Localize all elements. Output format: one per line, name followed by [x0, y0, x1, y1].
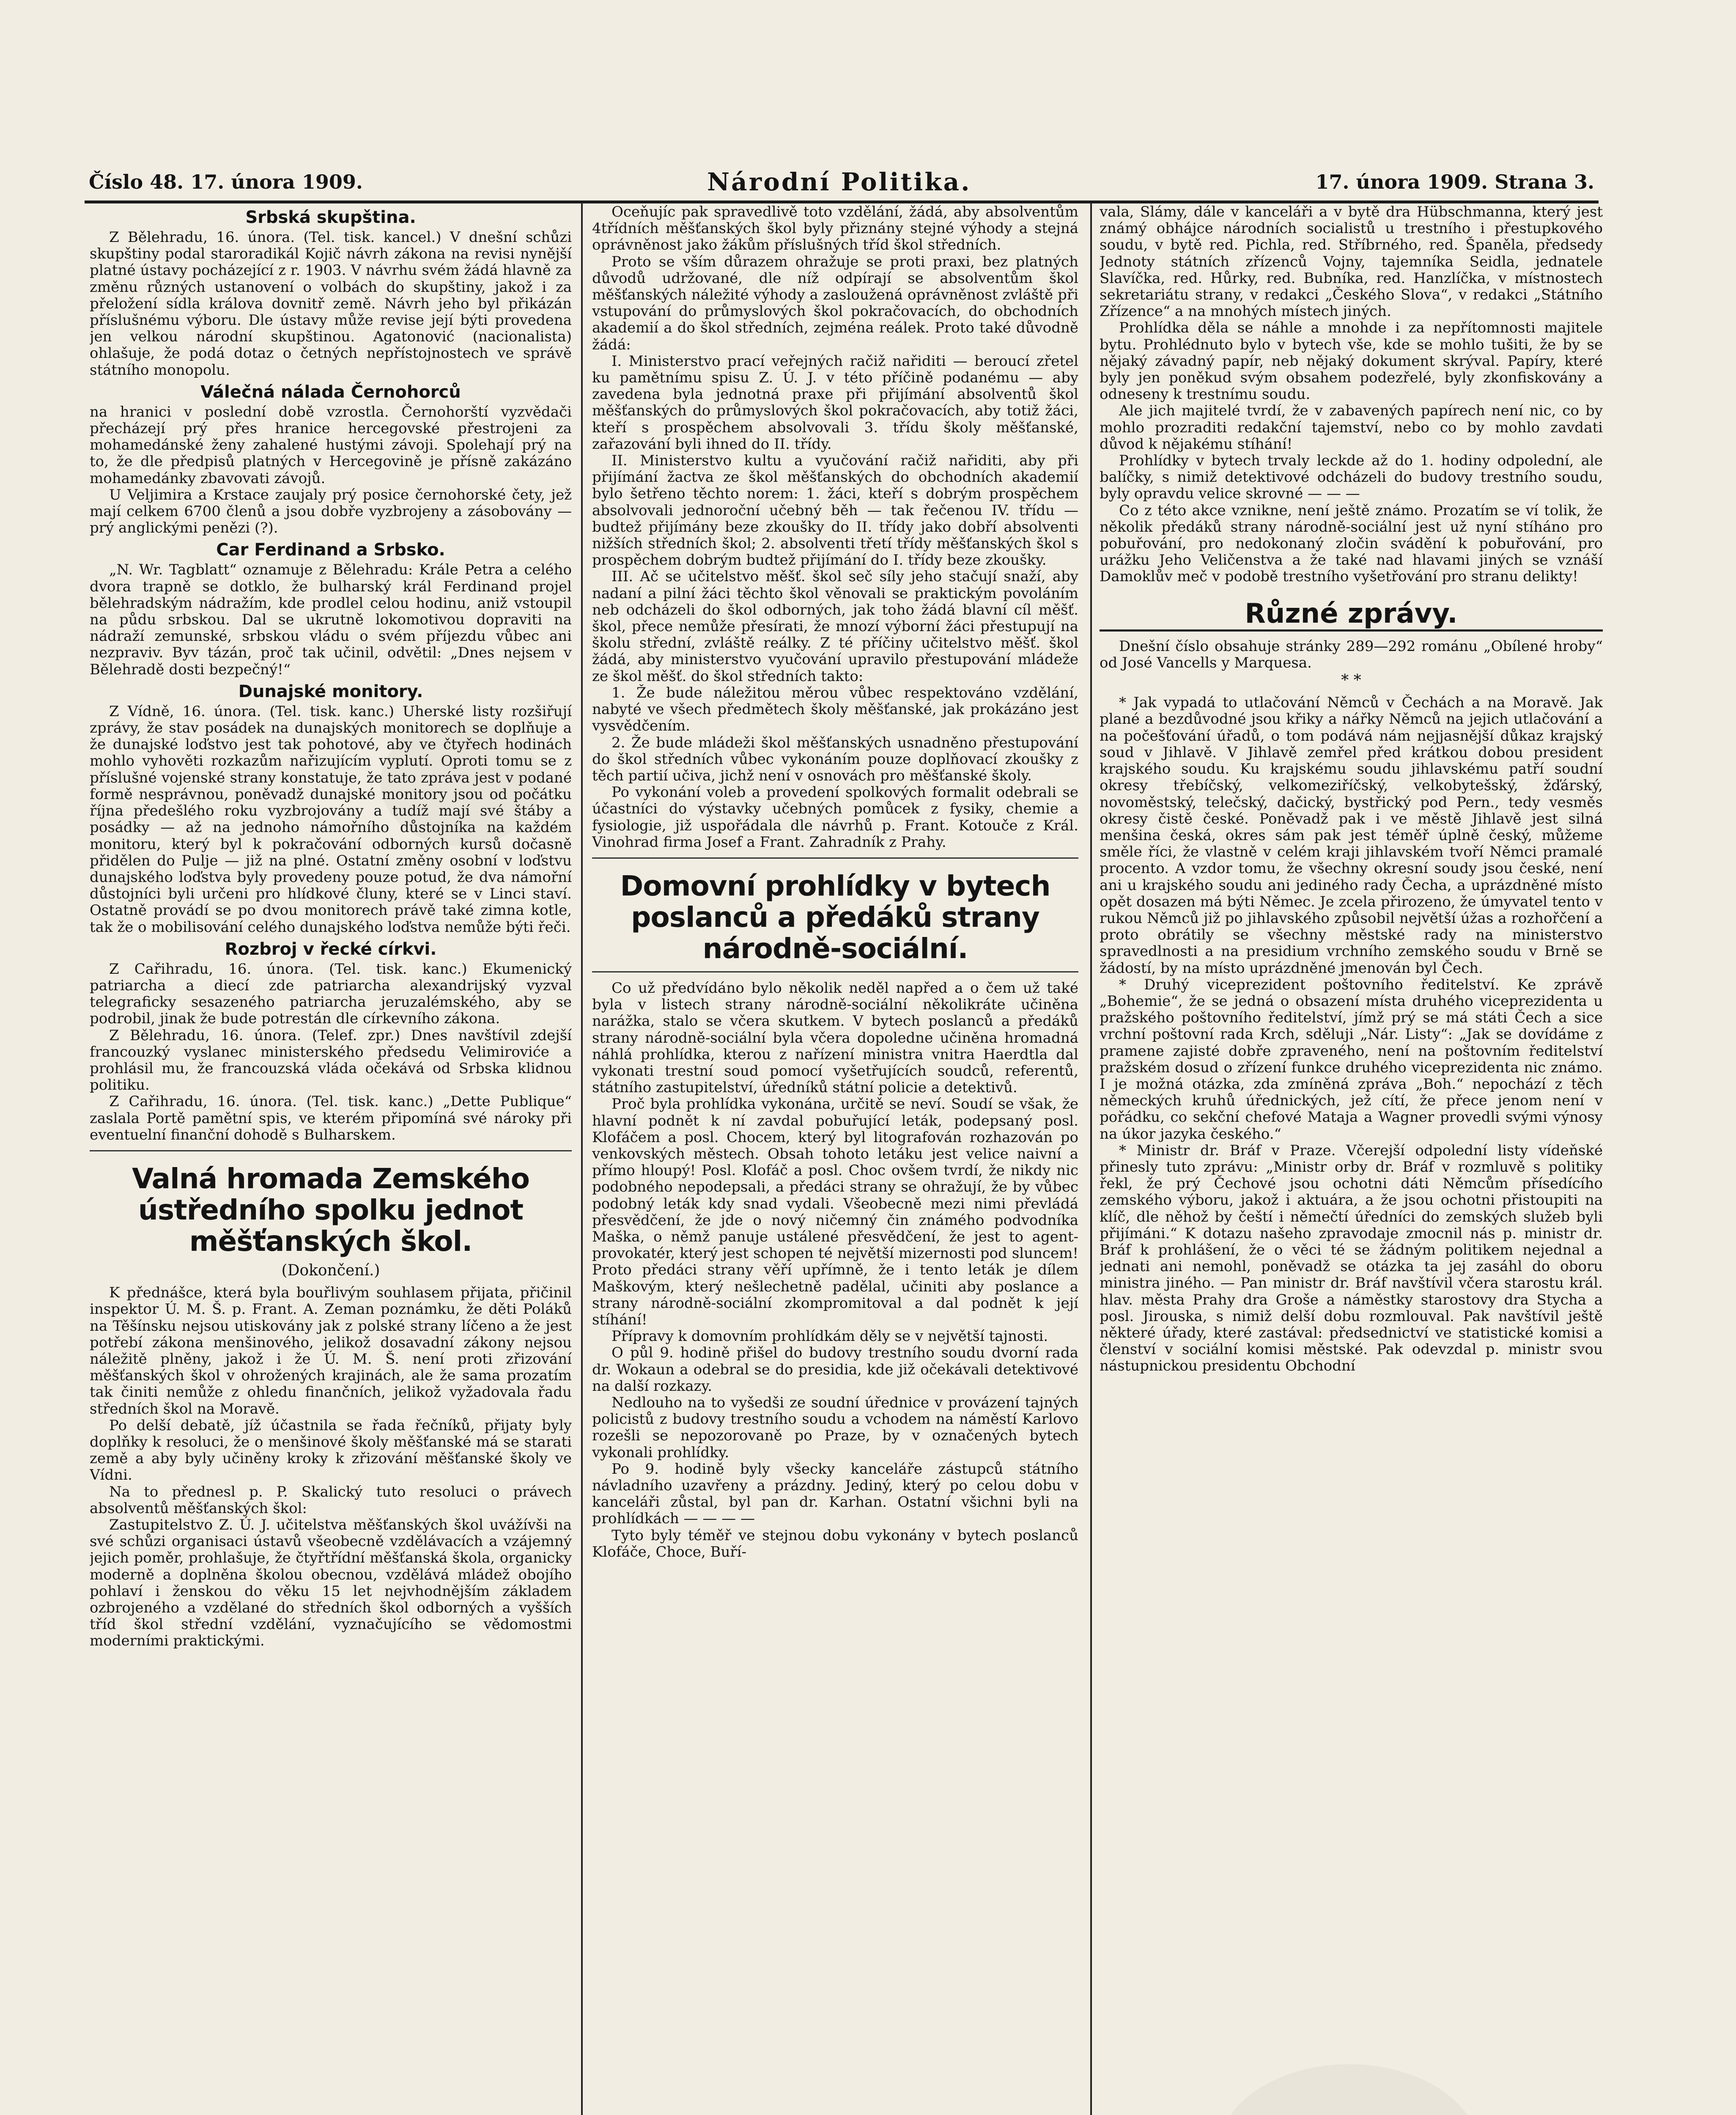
- article-paragraph: Po 9. hodině byly všecky kanceláře zástupců státního návladního uzavřeny a prázdny. Jediný, který po celou dobu v kanceláři zůstal, byl pan dr. Karhan. Ostatní všichni byli na prohlídkách — — — —: [592, 1460, 1078, 1527]
- issue-date-right: 17. února 1909. Strana 3.: [1315, 170, 1594, 193]
- article-paragraph: Z Bělehradu, 16. února. (Tel. tisk. kancel.) V dnešní schůzi skupštiny podal staroradikál Kojič návrh zákona na revisi nynější platné ústavy pocházející z r. 1903. V návrhu svém žádá hlavně za změnu různých ustanovení o volbách do skupštiny, jakož i za přeložení sídla králova dovnitř země. Návrh jeho byl přikázán příslušnému výboru. Dle ústavy může revise její býti provedena jen velkou národní skupštinou. Agatonović (nacionalista) ohlašuje, že podá dotaz o četných nepřístojnostech ve správě státního monopolu.: [90, 229, 572, 379]
- column-1: [90, 204, 572, 2115]
- article-paragraph: U Veljimira a Krstace zaujaly prý posice černohorské čety, jež mají celkem 6700 členů a jsou dobře vyzbrojeny a zásobovány — prý anglickými penězi (?).: [90, 486, 572, 537]
- article-headline: Valná hromada Zemského ústředního spolku jednot měšťanských škol.: [132, 1162, 529, 1258]
- article-paragraph: * Ministr dr. Bráf v Praze. Včerejší odpolední listy vídeňské přinesly tuto zprávu: „Ministr orby dr. Bráf v rozmluvě s politiky řekl, že prý Čechové jsou ochotni dáti Němcům přísedícího zemského výboru, jakož i aktuára, a že jsou ochotni přistoupiti na klíč, dle něhož by čeští i němečtí úředníci do zemských služeb byli přijímáni.“ K dotazu našeho zpravodaje zmocnil nás p. ministr dr. Bráf k prohlášení, že o věci té se žádným politikem nejednal a jednati ani nemohl, poněvadž se otázka ta jej zasáhl do oboru ministra jiného. — Pan ministr dr. Bráf navštívil včera starostu král. hlav. města Prahy dra Groše a náměstky starostovy dra Stycha a posl. Jirouska, s nimiž delší dobu rozmlouval. Pak navštívil ještě některé úřady, které zastával: předsednictví ve statistické komisi a členství v sociální komisi městské. Pak odevzdal p. ministr svou nástupnickou presidentu Obchodní: [1100, 1142, 1603, 1375]
- article-paragraph: na hranici v poslední době vzrostla. Černohorští vyzvědači přecházejí prý přes hranice hercegovské přestrojeni za mohamedánské ženy zahalené hustými závoji. Spolehají prý na to, že dle předpisů platných v Hercegovině je přísně zakázáno mohamedánky zbavovati závojů.: [90, 403, 572, 487]
- separator: [592, 857, 1078, 860]
- masthead-title: Národní Politika.: [707, 168, 971, 196]
- article-paragraph: Na to přednesl p. P. Skalický tuto resoluci o právech absolventů měšťanských škol:: [90, 1483, 572, 1517]
- article-paragraph: 2. Že bude mládeži škol měšťanských usnadněno přestupování do škol středních vůbec vykonáním pouze doplňovací zkoušky z těch partií učiva, jichž není v osnovách pro měšťanské školy.: [592, 734, 1078, 784]
- article-paragraph: vala, Slámy, dále v kanceláři a v bytě dra Hübschmanna, který jest známý obhájce národních socialistů u trestního i přestupkového soudu, v bytě red. Pichla, red. Stříbrného, red. Španěla, předsedy Jednoty státních zřízenců Vojny, tajemníka Seidla, jednatele Slavíčka, red. Hůrky, red. Bubníka, red. Hanzlíčka, v místnostech sekretariátu strany, v redakci „Českého Slova“, v redakci „Státního Zřízence“ a na mnohých místech jiných.: [1100, 204, 1603, 320]
- article-heading: Rozbroj v řecké církvi.: [225, 939, 437, 959]
- article-paragraph: Po vykonání voleb a provedení spolkových formalit odebrali se účastníci do výstavky učebných pomůcek z fysiky, chemie a fysiologie, již uspořádala dle návrhů p. Frant. Kotouče z Král. Vinohrad firma Josef a Frant. Zahradník z Prahy.: [592, 784, 1078, 851]
- article-paragraph: Prohlídky v bytech trvaly leckde až do 1. hodiny odpolední, ale balíčky, s nimiž detektivové odcházeli do budovy trestního soudu, byly opravdu velice skrovné — — —: [1100, 452, 1603, 503]
- separator: [90, 1150, 572, 1153]
- article-paragraph: Proto se vším důrazem ohražuje se proti praxi, bez platných důvodů udržované, dle níž odpírají se absolventům škol měšťanských náležité výhody a zasloužená oprávněnost zvláště při vstupování do průmyslových škol pokračovacích, do obchodních akademií a do škol středních, zejména reálek. Proto také důvodně žádá:: [592, 253, 1078, 353]
- issue-date-left: Číslo 48. 17. února 1909.: [89, 170, 363, 193]
- article-paragraph: K přednášce, která byla bouřlivým souhlasem přijata, přičinil inspektor Ú. M. Š. p. Frant. A. Zeman poznámku, že děti Poláků na Těšínsku nejsou utiskovány jak z polské strany líčeno a že jest potřebí zákona menšinového, jelikož dosavadní zákony nejsou náležitě plněny, jakož i že Ú. M. Š. není proti zřizování měšťanských škol v ohrožených krajinách, ale že sama prozatím tak činiti nemůže z ohledu finančních, jelikož vyžadovala řadu středních škol na Moravě.: [90, 1284, 572, 1417]
- article-heading: Válečná nálada Černohorců: [200, 382, 461, 402]
- article-paragraph: Tyto byly téměř ve stejnou dobu vykonány v bytech poslanců Klofáče, Choce, Buří-: [592, 1527, 1078, 1560]
- page-header: [89, 165, 1594, 199]
- section-stars: * *: [1341, 672, 1361, 689]
- article-heading: Car Ferdinand a Srbsko.: [216, 540, 445, 560]
- separator: [592, 971, 1078, 974]
- article-paragraph: III. Ač se učitelstvo měšť. škol seč síly jeho stačují snaží, aby nadaní a pilní žáci těchto škol věnovali se praktickým povoláním neb odcházeli do škol odborných, jak toho žádá blavní cíl měšť. škol, přece nemůže přesírati, že mnozí výborní žáci přestupují na školu střední, zvláště reálky. Z té příčiny učitelstvo měšť. škol žádá, aby ministerstvo vyučování upravilo přestupování mládeže ze škol měšť. do škol středních takto:: [592, 568, 1078, 685]
- article-paragraph: Z Cařihradu, 16. února. (Tel. tisk. kanc.) Ekumenický patriarcha a diecí zde patriarcha alexandrijský vyzval telegraficky sesazeného patriarcha jeruzalémského, aby se podrobil, jinak že bude potrestán dle církevního zákona.: [90, 960, 572, 1027]
- article-paragraph: Nedlouho na to vyšedši ze soudní úřednice v provázení tajných policistů z budovy trestního soudu a vchodem na náměstí Karlovo rozešli se nepozorovaně po Praze, by v označených bytech vykonali prohlídky.: [592, 1394, 1078, 1461]
- article-paragraph: Prohlídka děla se náhle a mnohde i za nepřítomnosti majitele bytu. Prohlédnuto bylo v bytech vše, kde se mohlo tušiti, že by se nějaký závadný papír, neb nějaký dokument skrýval. Papíry, které byly jen poněkud svým obsahem podezřelé, byly zkonfiskovány a odneseny k trestnímu soudu.: [1100, 319, 1603, 403]
- article-heading: Srbská skupština.: [245, 208, 416, 227]
- article-paragraph: Proč byla prohlídka vykonána, určitě se neví. Soudí se však, že hlavní podnět k ní zavdal pobuřující leták, podepsaný posl. Klofáčem a posl. Chocem, který byl litografován rozhazován po venkovských městech. Obsah tohoto letáku jest velice naivní a přímo hloupý! Posl. Klofáč a posl. Choc ovšem tvrdí, že nikdy nic podobného nepodepsali, a předáci strany se ohražují, že by vůbec podobný leták kdy snad vydali. Všeobecně mezi nimi převládá přesvědčení, že jde o nový ničemný čin známého podvodníka Maška, o němž panuje ustálené přesvědčení, že jest to agent-provokatér, který jest schopen té největší mizernosti pod sluncem! Proto předáci strany věří upřímně, že i tento leták je dílem Maškovým, který nešlechetně padělal, učiniti aby poslance a strany národně-sociální zkompromitoval a dal podnět k její stíhání!: [592, 1096, 1078, 1328]
- column-2: [592, 204, 1078, 2115]
- article-paragraph: * Jak vypadá to utlačování Němců v Čechách a na Moravě. Jak plané a bezdůvodné jsou křiky a nářky Němců na jejich utlačování a na počešťování úřadů, o tom podává nám nejjasnější důkaz krajský soud v Jihlavě. V Jihlavě zemřel před krátkou dobou president krajského soudu. Ku krajskému soudu jihlavskému patří soudní okresy třebíčský, velkomeziříčský, velkobytešský, žďárský, novoměstský, telečský, dačický, bystřický pod Pern., tedy vesměs okresy čistě české. Poněvadž pak i ve městě Jihlavě jest silná menšina česká, okres sám pak jest téměř úplně český, můžeme směle říci, že vlastně v celém kraji jihlavském tvoří Němci pramalé procento. A vzdor tomu, že všechny okresní soudy jsou české, není ani u krajského soudu ani jediného rady Čecha, a uprázdněné místo opět dosazen má býti Němec. Je zcela přirozeno, že úmyvatel tento v rukou Němců již po jihlavského způsobil největší úžas a rozhořčení a proto obrátily se všechny městské rady na ministerstvo spravedlnosti a na presidium vrchního zemského soudu v Brně se žádostí, by na místo uprázdněné jmenován byl Čech.: [1100, 694, 1603, 977]
- article-paragraph: II. Ministerstvo kultu a vyučování račiž nařiditi, aby při přijímání žactva ze škol měšťanských do obchodních akademií bylo šetřeno těchto norem: 1. žáci, kteří s dobrým prospěchem absolvovali jednoroční učebný běh — tak řečenou IV. třídu — budtež přijímány beze zkoušky do II. třídy jako dobří absolventi nižších středních škol; 2. absolventi třetí třídy měšťanských škol s prospěchem dobrým budtež přijímání do I. třídy beze zkoušky.: [592, 452, 1078, 569]
- article-paragraph: O půl 9. hodině přišel do budovy trestního soudu dvorní rada dr. Wokaun a odebral se do presidia, kde již očekávali detektivové na další rozkazy.: [592, 1344, 1078, 1395]
- article-paragraph: Zastupitelstvo Z. Ú. J. učitelstva měšťanských škol uvážívši na své schůzi organisaci ústavů všeobecně vzdělávacích a vzájemný jejich poměr, prohlašuje, že čtyřtřídní měšťanská škola, organicky moderně a doplněna školou obecnou, vzdělává mládež obojího pohlaví i ženskou do věku 15 let nejvhodnějším základem ozbrojeného a vzdělané do středních škol odborných a vyšších tříd škol střední vzdělání, vyznačujícího se vědomostmi moderními praktickými.: [90, 1516, 572, 1650]
- article-paragraph: Z Bělehradu, 16. února. (Telef. zpr.) Dnes navštívil zdejší francouzký vyslanec ministerského předsedu Velimiroviće a prohlásil mu, že francouzská vláda očekává od Srbska klidnou politiku.: [90, 1027, 572, 1094]
- article-headline: Domovní prohlídky v bytech poslanců a předáků strany národně-sociální.: [620, 869, 1050, 965]
- header-rule: [85, 201, 1599, 203]
- column-divider: [1090, 203, 1092, 2115]
- column-3: [1100, 204, 1603, 2115]
- article-paragraph: Z Vídně, 16. února. (Tel. tisk. kanc.) Uherské listy rozšiřují zprávy, že stav posádek na dunajských monitorech se doplňuje a že dunajské loďstvo jest tak pohotové, aby ve čtyřech hodinách mohlo vyhověti rozkazům nařizujícím vyplutí. Oproti tomu se z příslušné vojenské strany konstatuje, že tato zpráva jest v podané formě nesprávnou, poněvadž dunajské monitory jsou od počátku října předešlého roku vyzbrojovány a tudíž mají své štáby a posádky — až na jednoho námořního důstojníka na každém monitoru, který byl k pokračování odborných kursů dočasně přidělen do Pulje — již na plné. Ostatní změny osobní v loďstvu dunajského loďstva byly provedeny pouze potud, že dva námořní důstojníci byli určeni pro hlídkové čluny, které se v Linci staví. Ostatně provádí se po dvou monitorech právě také zimna kotle, tak že o mobilisování celého dunajského loďstva nemůže býti řeči.: [90, 703, 572, 936]
- column-divider: [581, 203, 583, 2115]
- article-paragraph: 1. Že bude náležitou měrou vůbec respektováno vzdělání, nabyté ve všech předmětech školy měšťanské, jak prokázáno jest vysvědčením.: [592, 684, 1078, 735]
- article-paragraph: Co už předvídáno bylo několik neděl napřed a o čem už také byla v listech strany národně-sociální několikráte učiněna narážka, stalo se včera skutkem. V bytech poslanců a předáků strany národně-sociální byla včera dopoledne učiněna hromadná náhlá prohlídka, kterou z nařízení ministra vnitra Haerdtla dal vykonati trestní soud pomocí vyšetřujících soudců, referentů, státního zastupitelství, úředníků státní policie a detektivů.: [592, 979, 1078, 1096]
- article-paragraph: „N. Wr. Tagblatt“ oznamuje z Bělehradu: Krále Petra a celého dvora trapně se dotklo, že bulharský král Ferdinand projel bělehradským nádražím, kde prodlel celou hodinu, aniž vstoupil na půdu srbskou. Dal se ukrutně lokomotivou dopraviti na nádraží zemunské, srbskou vládu o svém příjezdu vůbec ani nezpraviv. Byv tázán, proč tak učinil, odvětil: „Dnes nejsem v Bělehradě dosti bezpečný!“: [90, 561, 572, 678]
- section-heading: Různé zprávy.: [1100, 598, 1603, 632]
- article-paragraph: Oceňujíc pak spravedlivě toto vzdělání, žádá, aby absolventům 4třídních měšťanských škol byly přiznány stejné výhody a stejná oprávněnost jako žákům příslušných tříd škol středních.: [592, 204, 1078, 254]
- article-paragraph: Přípravy k domovním prohlídkám děly se v největší tajnosti.: [612, 1328, 1048, 1345]
- article-paragraph: Z Cařihradu, 16. února. (Tel. tisk. kanc.) „Dette Publique“ zaslala Portě pamětní spis, ve kterém připomíná své nároky při eventuelní finanční dohodě s Bulharskem.: [90, 1093, 572, 1143]
- article-paragraph: Dnešní číslo obsahuje stránky 289—292 románu „Obílené hroby“ od José Vancells y Marquesa.: [1100, 637, 1603, 671]
- article-heading: Dunajské monitory.: [238, 681, 423, 701]
- article-paragraph: Ale jich majitelé tvrdí, že v zabavených papírech není nic, co by mohlo prozraditi redakční tajemství, nebo co by mohlo zavdati důvod k nějakému stíhání!: [1100, 402, 1603, 453]
- article-subtitle: (Dokončení.): [281, 1261, 380, 1279]
- article-paragraph: Co z této akce vznikne, není ještě známo. Prozatím se ví tolik, že několik předáků strany národně-sociální jest už nyní stíháno pro pobuřování, pro nedokonaný zločin svádění k pobuřování, pro urážku Jeho Veličenstva a že také nad hlavami jiných se vznáší Damoklův meč v podobě trestního vyšetřování pro stranu delikty!: [1100, 502, 1603, 585]
- article-paragraph: I. Ministerstvo prací veřejných račiž nařiditi — beroucí zřetel ku pamětnímu spisu Z. Ú. J. v této příčině podanému — aby zavedena byla jednotná praxe při přijímání absolventů škol měšťanských do průmyslových škol pokračovacích, aby totiž žáci, kteří s prospěchem absolvovali 3. třídu školy měšťanské, zařazování byli ihned do II. třídy.: [592, 352, 1078, 453]
- article-paragraph: * Druhý viceprezident poštovního ředitelství. Ke zprávě „Bohemie“, že se jedná o obsazení místa druhého viceprezidenta u pražského poštovního ředitelství, jímž prý se má státi Čech a sice vrchní poštovní rada Krch, sděluji „Nár. Listy“: „Jak se dovídáme z pramene zajisté dobře zpraveného, není na poštovním ředitelství pražském dosud o zřízení funkce druhého viceprezidenta nic známo. I je možná otázka, zda zmíněná zpráva „Boh.“ nepochází z těch německých kruhů úřednických, jež cítí, že přece jenom není v pořádku, co sekční chefové Mataja a Wagner provedli svými výnosy na úkor jazyka českého.“: [1100, 976, 1603, 1143]
- article-paragraph: Po delší debatě, jíž účastnila se řada řečníků, přijaty byly doplňky k resoluci, že o menšinové školy měšťanské má se starati země a aby byly učiněny kroky k zřizování měšťanské školy ve Vídni.: [90, 1417, 572, 1484]
